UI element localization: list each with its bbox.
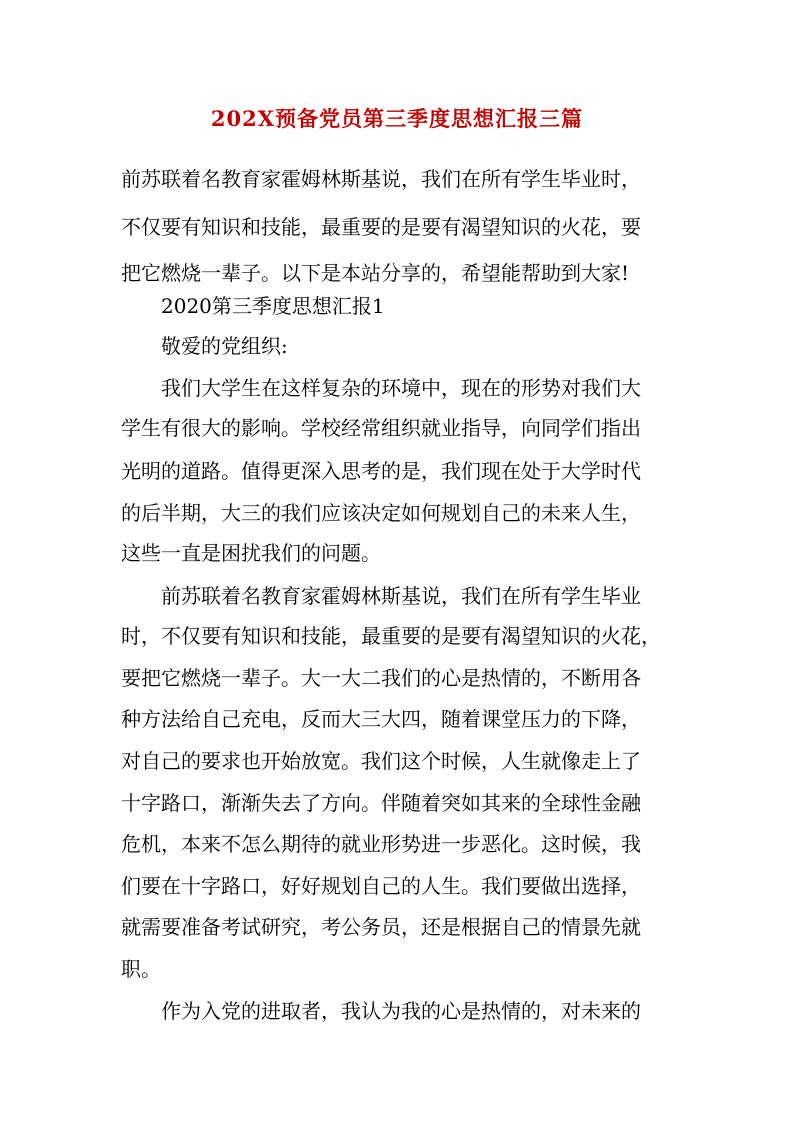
body-line: 时，不仅要有知识和技能，最重要的是要有渴望知识的火花， [121, 624, 661, 648]
body-line: 我们大学生在这样复杂的环境中，现在的形势对我们大 [161, 376, 641, 400]
body-line: 把它燃烧一辈子。以下是本站分享的，希望能帮助到大家! [121, 261, 630, 285]
body-line: 种方法给自己充电，反而大三大四，随着课堂压力的下降， [121, 707, 641, 731]
body-line: 这些一直是困扰我们的问题。 [121, 541, 381, 565]
body-line: 前苏联着名教育家霍姆林斯基说，我们在所有学生毕业时， [121, 167, 641, 191]
body-line: 的后半期，大三的我们应该决定如何规划自己的未来人生， [121, 501, 641, 525]
body-line: 要把它燃烧一辈子。大一大二我们的心是热情的，不断用各 [121, 666, 641, 690]
body-line: 危机，本来不怎么期待的就业形势进一步恶化。这时候，我 [121, 832, 641, 856]
body-line: 对自己的要求也开始放宽。我们这个时候，人生就像走上了 [121, 749, 641, 773]
body-line: 十字路口，渐渐失去了方向。伴随着突如其来的全球性金融 [121, 791, 641, 815]
salutation: 敬爱的党组织: [161, 334, 288, 358]
document-title: 202X预备党员第三季度思想汇报三篇 [210, 106, 584, 131]
body-line: 作为入党的进取者，我认为我的心是热情的，对未来的 [161, 999, 641, 1023]
body-line: 前苏联着名教育家霍姆林斯基说，我们在所有学生毕业 [161, 584, 641, 608]
section-heading: 2020第三季度思想汇报1 [161, 294, 385, 318]
body-line: 职。 [121, 957, 161, 981]
body-line: 光明的道路。值得更深入思考的是，我们现在处于大学时代 [121, 459, 641, 483]
body-line: 们要在十字路口，好好规划自己的人生。我们要做出选择， [121, 874, 641, 898]
body-line: 不仅要有知识和技能，最重要的是要有渴望知识的火花，要 [121, 215, 641, 239]
body-line: 学生有很大的影响。学校经常组织就业指导，向同学们指出 [121, 416, 641, 440]
body-line: 就需要准备考试研究，考公务员，还是根据自己的情景先就 [121, 915, 641, 939]
